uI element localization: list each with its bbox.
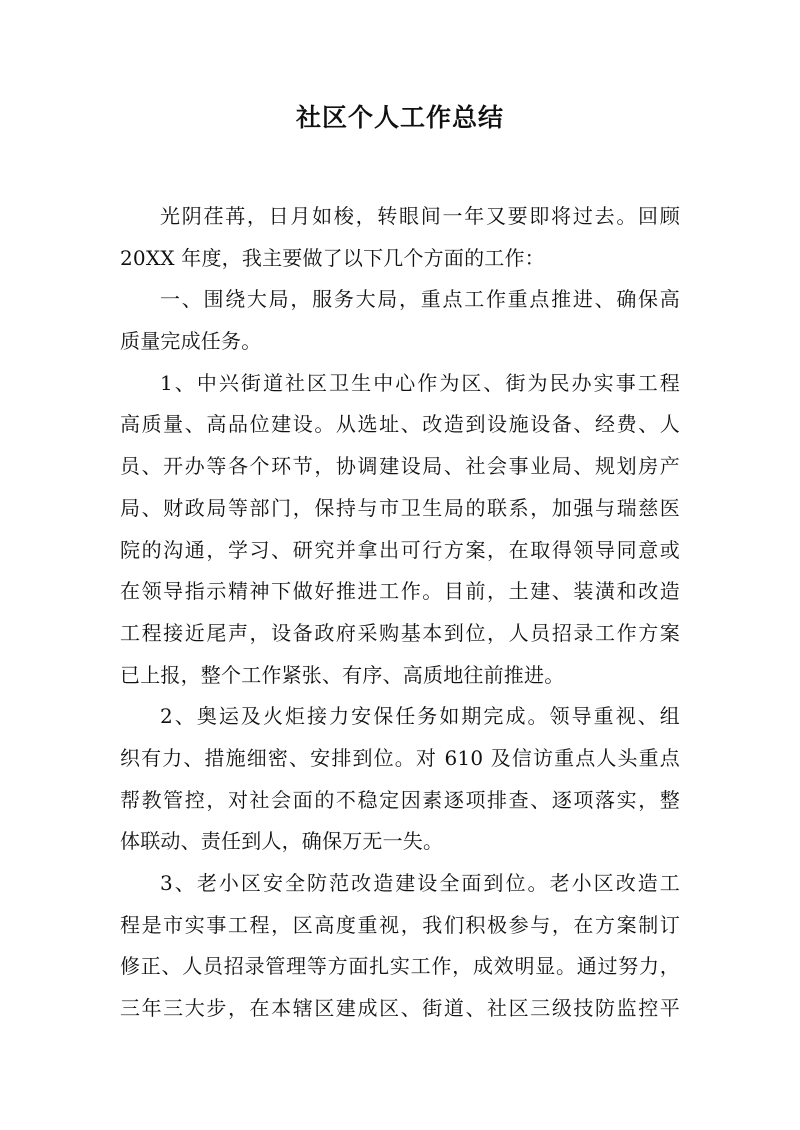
paragraph-line: 院的沟通，学习、研究并拿出可行方案，在取得领导同意或 [120,537,680,562]
document-body [120,196,680,1030]
paragraph-line: 已上报，整个工作紧张、有序、高质地往前推进。 [120,662,565,687]
paragraph-line: 1、中兴街道社区卫生中心作为区、街为民办实事工程 [160,370,680,395]
section-heading-line: 一、围绕大局，服务大局，重点工作重点推进、确保高 [160,287,680,312]
paragraph-line: 体联动、责任到人，确保万无一失。 [120,829,444,854]
paragraph-line: 织有力、措施细密、安排到位。对 610 及信访重点人头重点 [120,745,680,770]
paragraph-line: 2、奥运及火炬接力安保任务如期完成。领导重视、组 [160,704,680,729]
paragraph-line: 高质量、高品位建设。从选址、改造到设施设备、经费、人 [120,412,680,437]
paragraph-line: 工程接近尾声，设备政府采购基本到位，人员招录工作方案 [120,620,680,645]
document-title: 社区个人工作总结 [295,103,504,132]
paragraph-line: 帮教管控，对社会面的不稳定因素逐项排查、逐项落实，整 [120,787,680,812]
paragraph-line: 3、老小区安全防范改造建设全面到位。老小区改造工 [160,871,680,895]
paragraph-line: 修正、人员招录管理等方面扎实工作，成效明显。通过努力， [120,954,680,979]
section-heading-line: 质量完成任务。 [120,329,262,354]
paragraph-line: 程是市实事工程，区高度重视，我们积极参与，在方案制订 [120,912,680,937]
paragraph-line: 局、财政局等部门，保持与市卫生局的联系，加强与瑞慈医 [120,495,680,520]
paragraph-line: 三年三大步，在本辖区建成区、街道、社区三级技防监控平 [120,996,680,1021]
paragraph-line: 员、开办等各个环节，协调建设局、社会事业局、规划房产 [120,454,680,479]
paragraph-line: 光阴荏苒，日月如梭，转眼间一年又要即将过去。回顾 [160,204,680,228]
paragraph-line: 在领导指示精神下做好推进工作。目前，土建、装潢和改造 [120,579,680,604]
paragraph-line: 20XX 年度，我主要做了以下几个方面的工作： [120,245,545,270]
